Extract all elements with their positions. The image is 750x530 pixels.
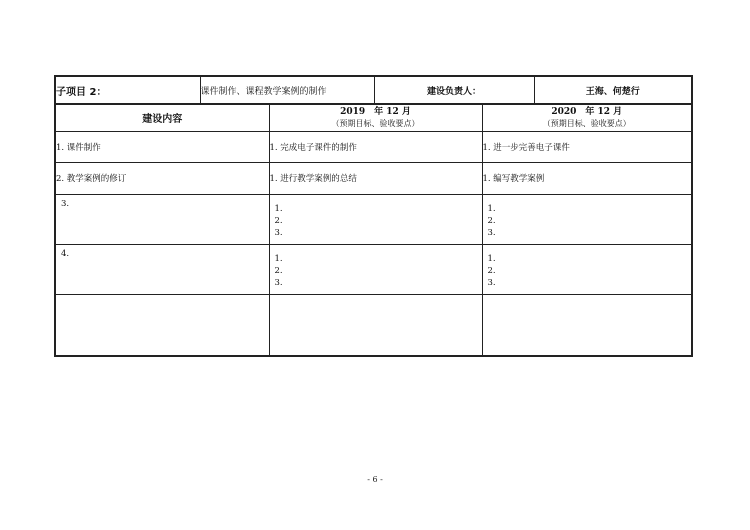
content-cell: 2. 教学案例的修订 — [55, 162, 269, 194]
table-row-empty — [55, 294, 692, 356]
subproject-header-row — [55, 76, 692, 104]
content-cell: 3. — [55, 194, 269, 244]
list-item: 3. — [487, 277, 496, 288]
page-number: - 6 - — [367, 475, 383, 484]
list-item: 1. — [487, 203, 496, 214]
list-item: 1. — [487, 253, 496, 264]
list-item: 2. — [274, 265, 283, 276]
list-item: 2. — [487, 265, 496, 276]
year-2020-subtitle: （预期目标、验收要点） — [542, 118, 631, 128]
content-column-header: 建设内容 — [55, 104, 269, 131]
year-2020-cell: 1. 进一步完善电子课件 — [482, 131, 692, 162]
list-item: 2. — [274, 215, 283, 226]
year-2020-header — [482, 104, 692, 131]
year-2020-cell — [482, 194, 692, 244]
responsible-value: 王海、何楚行 — [534, 76, 692, 104]
year-2020-cell: 1. 编写教学案例 — [482, 162, 692, 194]
content-cell: 4. — [55, 244, 269, 294]
year-2020-cell — [482, 294, 692, 356]
table-row — [55, 131, 692, 162]
year-2019-title: 2019 年 12 月 — [340, 106, 411, 117]
subproject-label: 子项目 2： — [55, 76, 200, 104]
content-cell: 1. 课件制作 — [55, 131, 269, 162]
year-2019-cell: 1. 进行教学案例的总结 — [269, 162, 482, 194]
list-item: 1. — [274, 203, 283, 214]
table-row — [55, 162, 692, 194]
year-2019-cell — [269, 294, 482, 356]
list-item: 3. — [487, 227, 496, 238]
list-item: 1. — [274, 253, 283, 264]
subproject-value: 课件制作、课程教学案例的制作 — [200, 76, 374, 104]
year-2019-cell: 1. 完成电子课件的制作 — [269, 131, 482, 162]
table-row — [55, 244, 692, 294]
responsible-label: 建设负责人： — [374, 76, 534, 104]
year-2020-cell — [482, 244, 692, 294]
year-2019-cell — [269, 244, 482, 294]
project-table — [54, 75, 693, 357]
column-header-row — [55, 104, 692, 131]
year-2019-header — [269, 104, 482, 131]
year-2019-subtitle: （预期目标、验收要点） — [331, 118, 420, 128]
content-cell — [55, 294, 269, 356]
year-2020-title: 2020 年 12 月 — [551, 106, 623, 117]
list-item: 2. — [487, 215, 496, 226]
year-2019-cell — [269, 194, 482, 244]
table-row — [55, 194, 692, 244]
list-item: 3. — [274, 277, 283, 288]
list-item: 3. — [274, 227, 283, 238]
